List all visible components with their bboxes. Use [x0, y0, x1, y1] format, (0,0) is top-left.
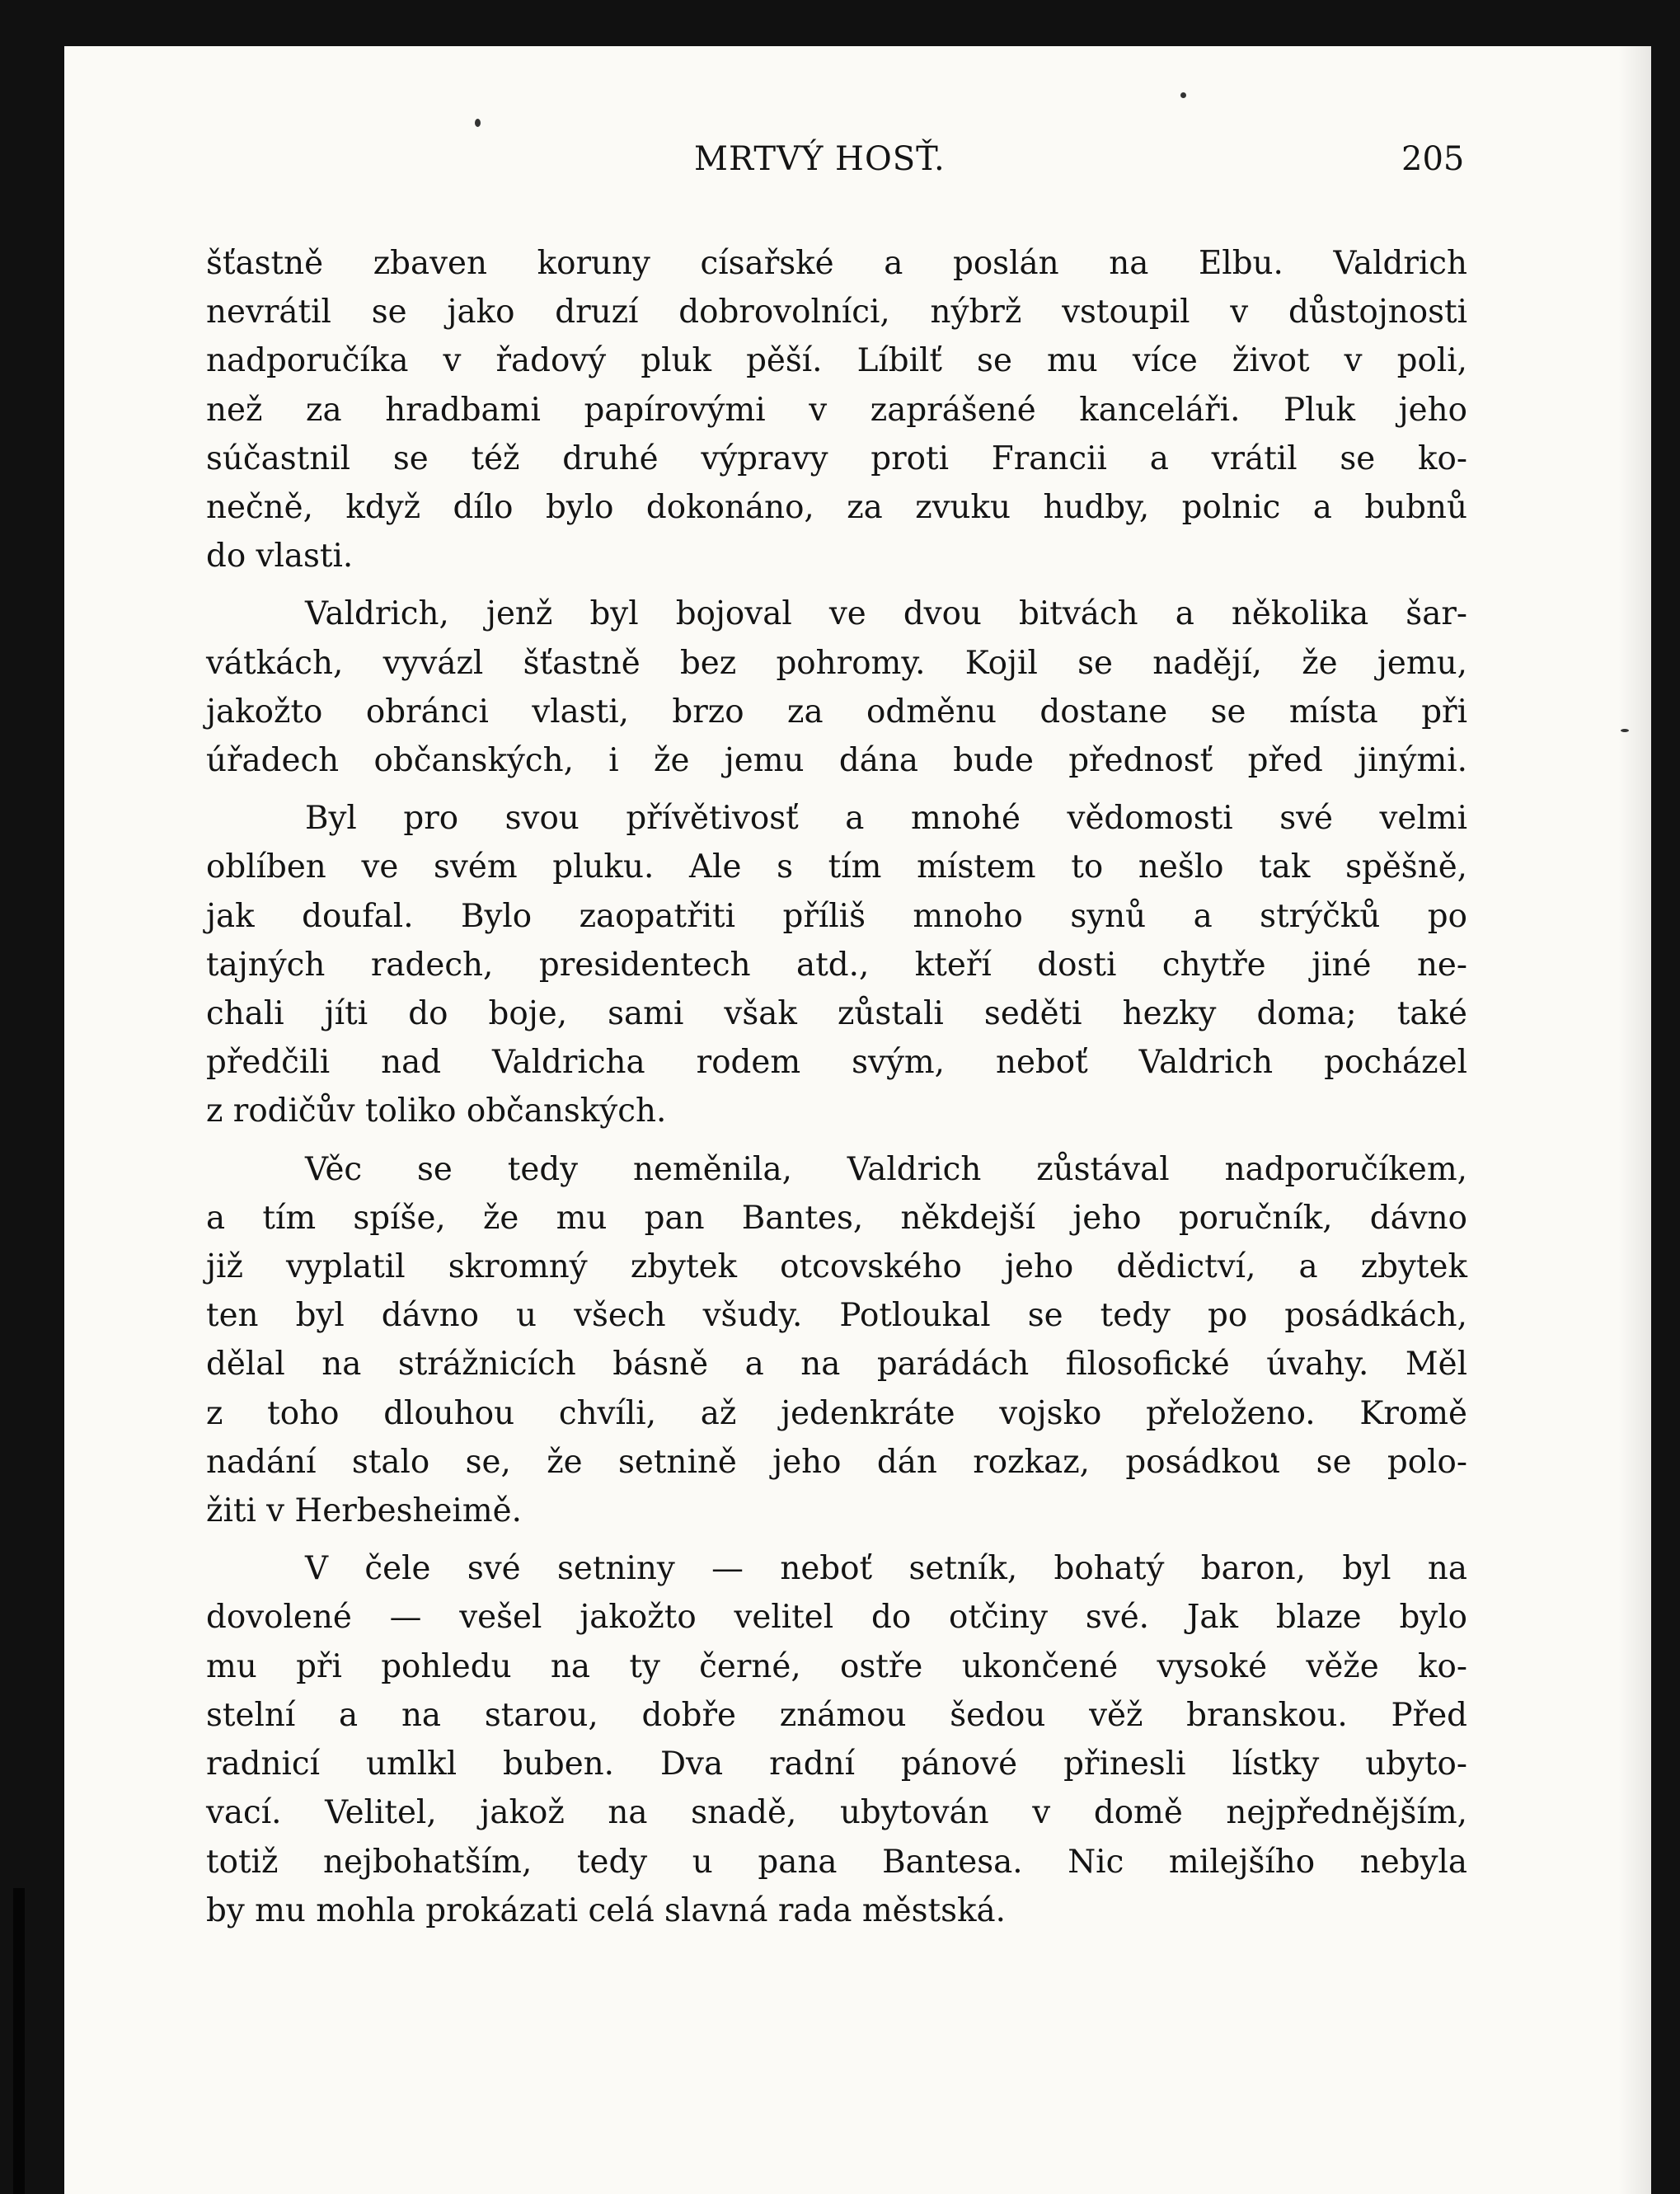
text-line: súčastnil se též druhé výpravy proti Francii a vrátil se ko-: [206, 439, 1467, 477]
running-title: MRTVÝ HOSŤ.: [694, 140, 946, 178]
dust-speck: [1621, 729, 1629, 732]
paragraph: [206, 1145, 1467, 1536]
page-header: [0, 92, 1680, 183]
text-line: než za hradbami papírovými v zaprášené kanceláři. Pluk jeho: [206, 391, 1467, 429]
text-line: úřadech občanských, i že jemu dána bude přednosť před jinými.: [206, 742, 1467, 780]
text-line: Valdrich, jenž byl bojoval ve dvou bitvách a několika šar-: [305, 595, 1467, 633]
text-line: jakožto obránci vlasti, brzo za odměnu dostane se místa při: [206, 693, 1467, 731]
page-number: 205: [1401, 140, 1465, 178]
text-line: V čele své setniny — neboť setník, bohatý baron, byl na: [305, 1550, 1467, 1588]
text-line: stelní a na starou, dobře známou šedou věž branskou. Před: [206, 1696, 1467, 1734]
text-line: do vlasti.: [206, 538, 354, 576]
text-line: Byl pro svou přívětivosť a mnohé vědomosti své velmi: [305, 800, 1467, 838]
text-line: z rodičův toliko občanských.: [206, 1092, 667, 1130]
text-line: vací. Velitel, jakož na snadě, ubytován v domě nejpřednějším,: [206, 1794, 1467, 1832]
page-edge-shadow: [1618, 46, 1651, 2194]
text-line: předčili nad Valdricha rodem svým, neboť Valdrich pocházel: [206, 1044, 1467, 1082]
text-line: chali jíti do boje, sami však zůstali seděti hezky doma; také: [206, 995, 1467, 1033]
text-line: vátkách, vyvázl šťastně bez pohromy. Kojil se nadějí, že jemu,: [206, 644, 1467, 682]
paragraph: [206, 590, 1467, 785]
text-line: dělal na strážnicích básně a na parádách filosofické úvahy. Měl: [206, 1346, 1467, 1384]
text-line: mu při pohledu na ty černé, ostře ukončené vysoké věže ko-: [206, 1647, 1467, 1685]
text-line: oblíben ve svém pluku. Ale s tím místem to nešlo tak spěšně,: [206, 848, 1467, 886]
text-line: a tím spíše, že mu pan Bantes, někdejší jeho poručník, dávno: [206, 1199, 1467, 1237]
text-line: nadání stalo se, že setnině jeho dán rozkaz, posádkou se polo-: [206, 1443, 1467, 1481]
text-line: Věc se tedy neměnila, Valdrich zůstával nadporučíkem,: [305, 1150, 1467, 1188]
paragraph: [206, 239, 1467, 580]
text-line: nečně, když dílo bylo dokonáno, za zvuku hudby, polnic a bubnů: [206, 489, 1467, 527]
text-line: totiž nejbohatším, tedy u pana Bantesa. Nic milejšího nebyla: [206, 1843, 1467, 1881]
text-line: by mu mohla prokázati celá slavná rada městská.: [206, 1891, 1006, 1929]
binding-edge: [13, 1888, 25, 2194]
text-line: tajných radech, presidentech atd., kteří dosti chytře jiné ne-: [206, 946, 1467, 984]
text-line: dovolené — vešel jakožto velitel do otčiny své. Jak blaze bylo: [206, 1599, 1467, 1637]
text-line: nevrátil se jako druzí dobrovolníci, nýbrž vstoupil v důstojnosti: [206, 294, 1467, 331]
text-line: žiti v Herbesheimě.: [206, 1492, 522, 1530]
text-line: radnicí umlkl buben. Dva radní pánové přinesli lístky ubyto-: [206, 1745, 1467, 1783]
text-line: z toho dlouhou chvíli, až jedenkráte vojsko přeloženo. Kromě: [206, 1394, 1467, 1432]
paragraph: [206, 1544, 1467, 1935]
text-line: nadporučíka v řadový pluk pěší. Líbilť se mu více život v poli,: [206, 342, 1467, 380]
body-text: [206, 239, 1467, 1944]
text-line: šťastně zbaven koruny císařské a poslán na Elbu. Valdrich: [206, 245, 1467, 282]
paragraph: [206, 794, 1467, 1135]
text-line: ten byl dávno u všech všudy. Potloukal se tedy po posádkách,: [206, 1297, 1467, 1335]
text-line: jak doufal. Bylo zaopatřiti příliš mnoho synů a strýčků po: [206, 897, 1467, 935]
text-line: již vyplatil skromný zbytek otcovského jeho dědictví, a zbytek: [206, 1248, 1467, 1286]
